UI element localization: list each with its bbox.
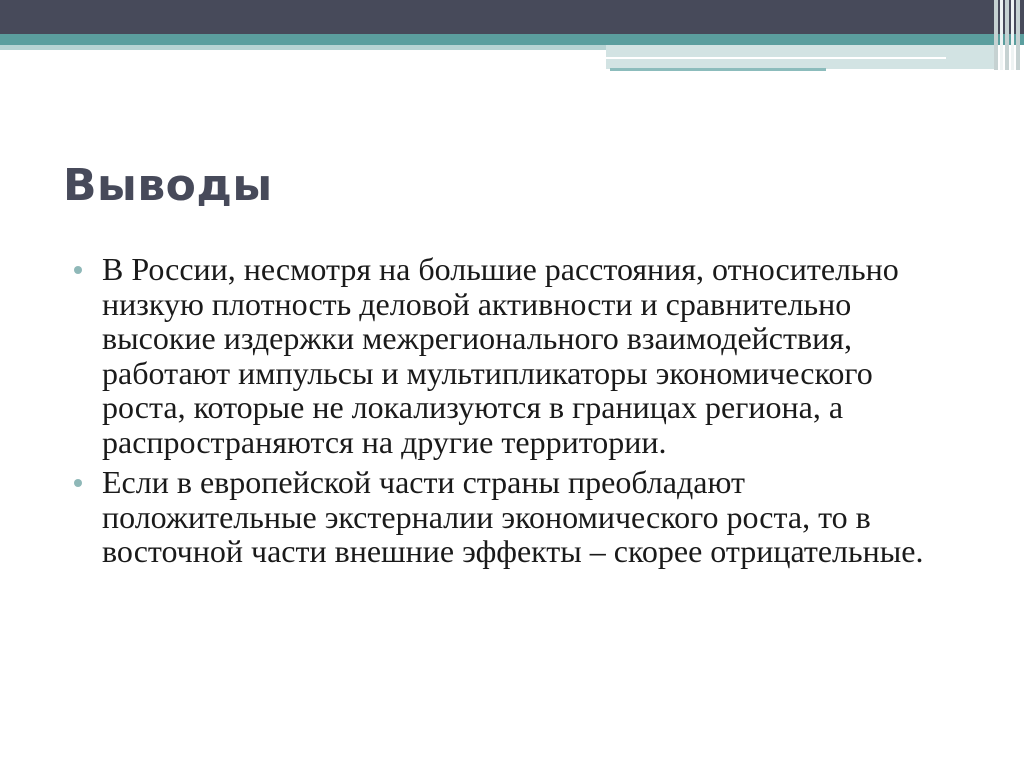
bullet-dot-icon	[74, 266, 82, 274]
edge-stripe	[1005, 0, 1009, 70]
bullet-text: В России, несмотря на большие расстояния, относительно низкую плотность деловой активности и сравнительно высокие издержки межрегионального взаимодействия, работают импульсы и мультипликаторы экономического роста, которые не локализуются в границах региона, а распространяются на другие территории.	[102, 251, 899, 460]
edge-stripe	[994, 0, 998, 70]
slide-title: Выводы	[63, 160, 273, 211]
edge-stripe	[1000, 0, 1003, 70]
header-band	[0, 0, 1024, 34]
bullet-dot-icon	[74, 479, 82, 487]
bullet-item	[70, 465, 950, 569]
edge-stripe	[1016, 0, 1020, 70]
bullet-text: Если в европейской части страны преобладают положительные экстерналии экономического роста, то в восточной части внешние эффекты – скорее отрицательные.	[102, 464, 924, 569]
header-accent-line	[606, 57, 946, 59]
header-accent-line	[610, 68, 826, 71]
header-accent-strip	[0, 34, 1024, 45]
edge-stripe	[1011, 0, 1014, 70]
bullet-list	[70, 252, 950, 575]
header-accent-strip-light	[0, 45, 606, 50]
bullet-item	[70, 252, 950, 459]
